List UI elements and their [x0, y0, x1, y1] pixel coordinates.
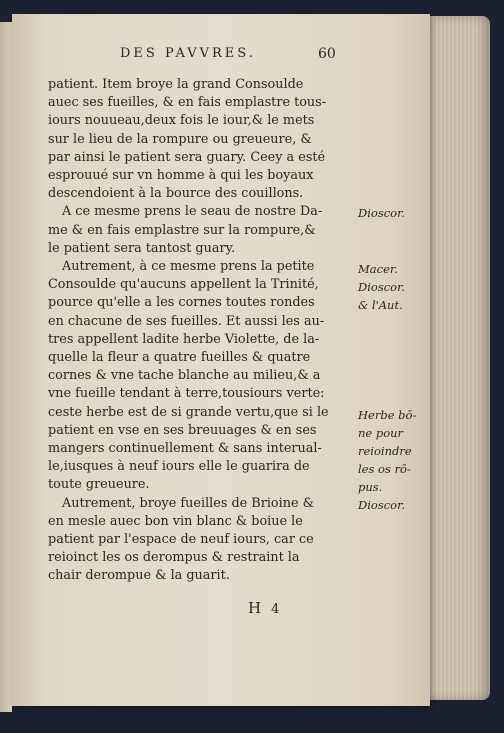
book-page [12, 14, 430, 706]
margin-note: Macer. [358, 262, 398, 276]
text-line: reioinct les os derompus & restraint la [48, 550, 300, 566]
text-line: tres appellent ladite herbe Violette, de la- [48, 331, 320, 347]
text-line: patient en vse en ses breuuages & en ses [48, 422, 317, 438]
text-line: A ce mesme prens le seau de nostre Da- [62, 204, 323, 220]
text-line: ceste herbe est de si grande vertu,que si le [48, 404, 329, 420]
margin-note: Dioscor. [358, 498, 405, 512]
margin-note: & l'Aut. [358, 298, 403, 312]
text-line: esprouué sur vn homme à qui les boyaux [48, 168, 314, 184]
margin-note: les os rō- [358, 462, 411, 476]
text-line: cornes & vne tache blanche au milieu,& a [48, 368, 321, 384]
signature-mark [248, 599, 279, 617]
text-line: mangers continuellement & sans interual- [48, 441, 322, 457]
text-line: en mesle auec bon vin blanc & boiue le [48, 513, 303, 529]
margin-note: ne pour [358, 426, 404, 440]
text-line: pource qu'elle a les cornes toutes rondes [48, 295, 315, 311]
text-line: en chacune de ses fueilles. Et aussi les au- [48, 313, 325, 329]
signature-number: 4 [271, 602, 280, 617]
text-line: Autrement, à ce mesme prens la petite [62, 259, 315, 275]
page-edges [420, 16, 490, 700]
text-line: le patient sera tantost guary. [48, 240, 236, 256]
body-text [48, 76, 354, 586]
running-head-title: DES PAVVRES. [120, 46, 256, 61]
text-line: chair derompue & la guarit. [48, 568, 230, 584]
margin-note: reioindre [358, 444, 412, 458]
left-page-edge [0, 22, 12, 712]
text-line: sur le lieu de la rompure ou greueure, & [48, 131, 312, 147]
text-line: Consoulde qu'aucuns appellent la Trinité, [48, 277, 319, 293]
text-line: par ainsi le patient sera guary. Ceey a esté [48, 149, 326, 165]
margin-note: pus. [358, 480, 383, 494]
margin-note: Dioscor. [358, 206, 405, 220]
text-line: me & en fais emplastre sur la rompure,& [48, 222, 316, 238]
text-line: Autrement, broye fueilles de Brioine & [62, 495, 314, 511]
text-line: toute greueure. [48, 477, 150, 493]
text-line: le,iusques à neuf iours elle le guarira de [48, 459, 310, 475]
text-line: auec ses fueilles, & en fais emplastre tous- [48, 95, 327, 111]
text-line: patient. Item broye la grand Consoulde [48, 77, 304, 92]
text-line: patient par l'espace de neuf iours, car ce [48, 532, 314, 548]
margin-note: Herbe bō- [358, 408, 417, 422]
margin-note: Dioscor. [358, 280, 405, 294]
text-line: iours nouueau,deux fois le iour,& le mets [48, 113, 315, 129]
text-line: descendoient à la bource des couillons. [48, 186, 304, 202]
page-number: 60 [318, 46, 336, 62]
text-line: vne fueille tendant à terre,tousiours verte: [48, 386, 325, 402]
text-line: quelle la fleur a quatre fueilles & quatre [48, 350, 311, 366]
signature-letter: H [248, 599, 262, 617]
